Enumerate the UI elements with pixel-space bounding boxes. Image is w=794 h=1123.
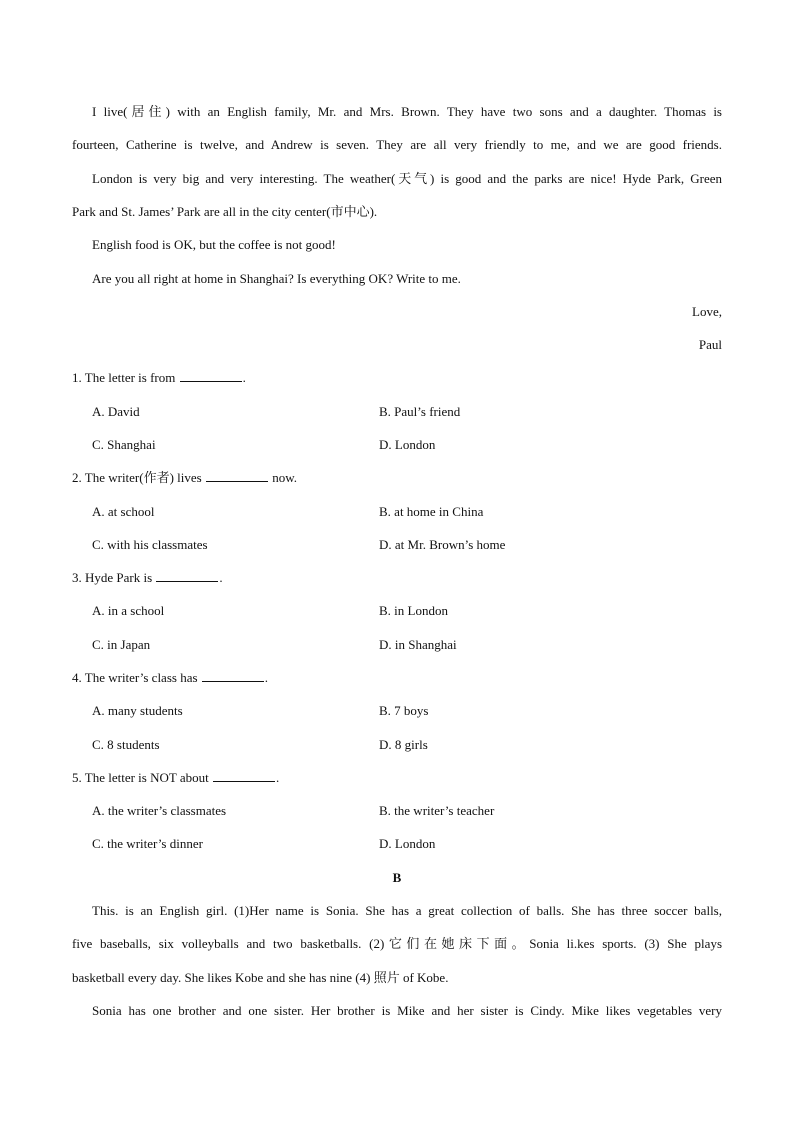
- question-1-option-d: D. London: [379, 437, 436, 452]
- section-b-heading: B: [392, 870, 402, 885]
- question-3-option-d: D. in Shanghai: [379, 637, 457, 652]
- question-4-stem: [72, 670, 794, 686]
- answer-blank: [206, 470, 268, 482]
- question-5-option-c: C. the writer’s dinner: [92, 836, 203, 851]
- question-2-option-d: D. at Mr. Brown’s home: [379, 537, 506, 552]
- letter-paragraph-3: English food is OK, but the coffee is not good!: [92, 237, 336, 252]
- question-5-option-b: B. the writer’s teacher: [379, 803, 495, 818]
- question-3-option-c: C. in Japan: [92, 637, 151, 652]
- section-b-line-3-part-2: of Kobe.: [399, 970, 449, 985]
- question-2-option-b: B. at home in China: [379, 504, 484, 519]
- letter-paragraph-4: Are you all right at home in Shanghai? Is everything OK? Write to me.: [92, 271, 461, 286]
- question-4-option-d: D. 8 girls: [379, 737, 428, 752]
- question-5-suffix: .: [275, 770, 280, 785]
- question-2-stem: [72, 470, 794, 486]
- question-3-option-a: A. in a school: [92, 603, 165, 618]
- section-b-paragraph-1-line-2: [72, 936, 722, 953]
- answer-blank: [180, 370, 242, 382]
- section-b-line-3-part-1: basketball every day. She likes Kobe and she has nine (4): [72, 970, 374, 985]
- question-3-stem: [72, 570, 794, 586]
- question-1-option-b: B. Paul’s friend: [379, 404, 461, 419]
- question-1-text: 1. The letter is from: [72, 370, 176, 385]
- question-1-stem: [72, 370, 794, 386]
- letter-paragraph-1-line-2: fourteen, Catherine is twelve, and Andrew is seven. They are all very friendly to me, and we are good friends.: [72, 137, 722, 152]
- section-b-paragraph-1-line-1: This. is an English girl. (1)Her name is Sonia. She has a great collection of balls. She has three soccer balls,: [92, 903, 722, 918]
- letter-paragraph-1-line-1: I live(居住) with an English family, Mr. and Mrs. Brown. They have two sons and a daughter. Thomas is: [92, 104, 722, 119]
- letter-closing: Love,: [692, 304, 722, 319]
- question-4-text: 4. The writer’s class has: [72, 670, 198, 685]
- question-2-option-c: C. with his classmates: [92, 537, 208, 552]
- section-b-line-2-part-2: Sonia li.kes sports. (3) She plays: [529, 936, 722, 951]
- question-2-option-a: A. at school: [92, 504, 155, 519]
- question-4-option-a: A. many students: [92, 703, 183, 718]
- question-4-suffix: .: [264, 670, 269, 685]
- question-3-option-b: B. in London: [379, 603, 448, 618]
- question-4-option-b: B. 7 boys: [379, 703, 429, 718]
- question-5-option-a: A. the writer’s classmates: [92, 803, 227, 818]
- question-5-text: 5. The letter is NOT about: [72, 770, 209, 785]
- question-5-stem: [72, 770, 794, 786]
- question-3-text: 3. Hyde Park is: [72, 570, 153, 585]
- section-b-line-2-part-1: five baseballs, six volleyballs and two basketballs. (2): [72, 936, 385, 951]
- question-1-suffix: .: [242, 370, 246, 385]
- letter-signature: Paul: [698, 337, 722, 352]
- question-2-suffix: now.: [272, 470, 298, 485]
- section-b-line-2-chinese: 它们在她床下面。: [384, 937, 530, 952]
- question-1-option-a: A. David: [92, 404, 140, 419]
- letter-paragraph-2-line-2: Park and St. James’ Park are all in the city center(市中心).: [72, 204, 378, 219]
- question-4-option-c: C. 8 students: [92, 737, 160, 752]
- question-5-option-d: D. London: [379, 836, 436, 851]
- letter-paragraph-2-line-1: London is very big and very interesting. The weather(天气) is good and the parks are nice! Hyde Park, Green: [92, 171, 722, 186]
- answer-blank: [156, 570, 218, 582]
- section-b-paragraph-2-line-1: Sonia has one brother and one sister. Her brother is Mike and her sister is Cindy. Mike likes vegetables very: [92, 1003, 722, 1018]
- question-3-suffix: .: [219, 570, 223, 585]
- section-b-paragraph-1-line-3: [72, 970, 794, 987]
- section-b-line-3-chinese: 照片: [373, 971, 400, 986]
- question-2-text: 2. The writer(作者) lives: [72, 470, 202, 485]
- answer-blank: [202, 670, 264, 682]
- question-1-option-c: C. Shanghai: [92, 437, 156, 452]
- answer-blank: [213, 770, 275, 782]
